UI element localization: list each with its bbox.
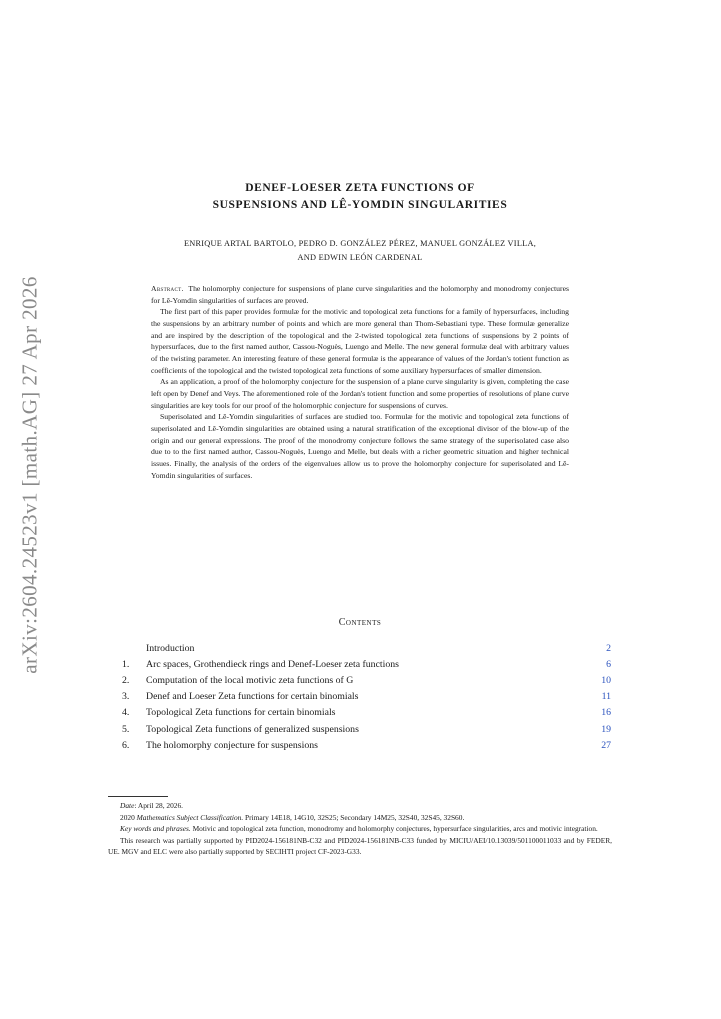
toc-entry-number: 4.: [122, 707, 130, 719]
toc-entry[interactable]: [122, 721, 611, 737]
author-list-line-1: ENRIQUE ARTAL BARTOLO, PEDRO D. GONZÁLEZ PÉREZ, MANUEL GONZÁLEZ VILLA,: [183, 239, 537, 248]
toc-entry-page-link[interactable]: 19: [601, 723, 611, 735]
footnote-msc-value: Primary 14E18, 14G10, 32S25; Secondary 14M25, 32S40, 32S45, 32S60.: [243, 812, 465, 822]
footnote-msc: [108, 812, 612, 824]
toc-entry-title: Introduction: [146, 642, 195, 654]
footnote-date-value: : April 28, 2026.: [134, 801, 184, 810]
table-of-contents: [122, 640, 611, 753]
toc-entry-page-link[interactable]: 2: [606, 642, 611, 654]
abstract-paragraph-3: As an application, a proof of the holomorphy conjecture for the suspension of a plane curve singularity is given, completing the case left open by Denef and Veys. The aforementioned role of the Jordan's totient function and some properties of resolutions of plane curve singularities are key tools for our proof of the holomorphic conjecture for suspensions of curves.: [151, 377, 569, 410]
toc-entry-number: 2.: [122, 674, 130, 686]
toc-entry-number: 3.: [122, 691, 130, 703]
toc-entry-number: 5.: [122, 723, 130, 735]
toc-entry-number: 6.: [122, 739, 130, 751]
paper-title-line-1: DENEF-LOESER ZETA FUNCTIONS OF: [245, 182, 475, 194]
abstract-paragraph-4: Superisolated and Lê-Yomdin singularities of surfaces are studied too. Formulæ for the motivic and topological zeta functions of superisolated and Lê-Yomdin singularities are obtained using a natural stratification of the exceptional divisor of the blow-up of the origin and our general expressions. The proof of the monodromy conjecture follows the same strategy of the superisolated case also due to to the first named author, Cassou-Noguès, Luengo and Melle, but deals with a richer geometric situation and higher technical issues. Finally, the analysis of the orders of the eigenvalues allow us to prove the holomorphy conjecture for superisolated and Lê-Yomdin singularities of surfaces.: [151, 412, 569, 480]
toc-entry-title: The holomorphy conjecture for suspensions: [146, 739, 318, 751]
toc-entry-title: Topological Zeta functions for certain binomials: [146, 707, 336, 719]
footnote-keywords: [108, 823, 612, 835]
abstract: [151, 283, 569, 481]
arxiv-identifier-text: arXiv:2604.24523v1 [math.AG] 27 Apr 2026: [17, 276, 42, 674]
toc-entry-title: Computation of the local motivic zeta functions of G: [146, 674, 354, 686]
abstract-paragraph-1: [151, 283, 569, 306]
footnote-date: [108, 800, 612, 812]
toc-entry[interactable]: [122, 705, 611, 721]
toc-entry-title: Denef and Loeser Zeta functions for certain binomials: [146, 691, 359, 703]
footnote-date-label: Date: [120, 801, 135, 810]
contents-heading: Contents: [338, 617, 382, 628]
footnote-keywords-value: Motivic and topological zeta function, monodromy and holomorphy conjectures, hypersurface singularities, arcs and motivic integration.: [190, 824, 598, 834]
toc-entry-page-link[interactable]: 27: [601, 739, 611, 751]
footnote-keywords-label: Key words and phrases.: [120, 824, 191, 834]
toc-entry-title: Topological Zeta functions of generalized suspensions: [146, 723, 359, 735]
toc-entry[interactable]: [122, 656, 611, 672]
paper-title-line-2: SUSPENSIONS AND LÊ-YOMDIN SINGULARITIES: [212, 199, 508, 211]
paper-title: [120, 180, 600, 214]
toc-entry-page-link[interactable]: 11: [601, 691, 611, 703]
footnote-funding: This research was partially supported by PID2024-156181NB-C32 and PID2024-156181NB-C33 funded by MICIU/AEI/10.13039/501100011033 and by FEDER, UE. MGV and ELC were also partially supported by SECIHTI project CF-2023-G33.: [108, 835, 612, 857]
toc-entry-page-link[interactable]: 6: [606, 658, 611, 670]
author-list-line-2: AND EDWIN LEÓN CARDENAL: [297, 253, 423, 262]
toc-entry-page-link[interactable]: 16: [601, 707, 611, 719]
footnotes: [108, 800, 612, 858]
abstract-paragraph-1-text: The holomorphy conjecture for suspensions of plane curve singularities and the holomorphy and monodromy conjectures for Lê-Yomdin singularities of surfaces are proved.: [151, 284, 569, 305]
abstract-paragraph-2: The first part of this paper provides formulæ for the motivic and topological zeta functions for a family of hypersurfaces, including the suspensions by an arbitrary number of points and which are more general than Thom-Sebastiani type. These formulæ generalize and are inspired by the description of the topological and the 2-twisted topological zeta functions of suspensions by 2 points of hypersurfaces, due to the first named author, Cassou-Noguès, Luengo and Melle. The new general formulæ deal with arbitrary values of the twisting parameter. An interesting feature of these general formulæ is the appearance of values of the Jordan's totient function as coefficients of the topological and the twisted topological zeta functions of some auxiliary hypersurfaces of smaller dimension.: [151, 307, 569, 375]
toc-entry[interactable]: [122, 737, 611, 753]
toc-entry-page-link[interactable]: 10: [601, 674, 611, 686]
toc-entry[interactable]: [122, 672, 611, 688]
toc-entry[interactable]: [122, 689, 611, 705]
footnote-msc-prefix: 2020: [120, 812, 137, 822]
toc-entry-title: Arc spaces, Grothendieck rings and Denef-Loeser zeta functions: [146, 658, 399, 670]
footnote-divider: [108, 796, 168, 797]
toc-entry-number: 1.: [122, 658, 130, 670]
toc-entry[interactable]: [122, 640, 611, 656]
abstract-label: Abstract.: [151, 284, 184, 293]
author-list: [120, 237, 600, 265]
footnote-msc-label: Mathematics Subject Classification.: [136, 812, 244, 822]
